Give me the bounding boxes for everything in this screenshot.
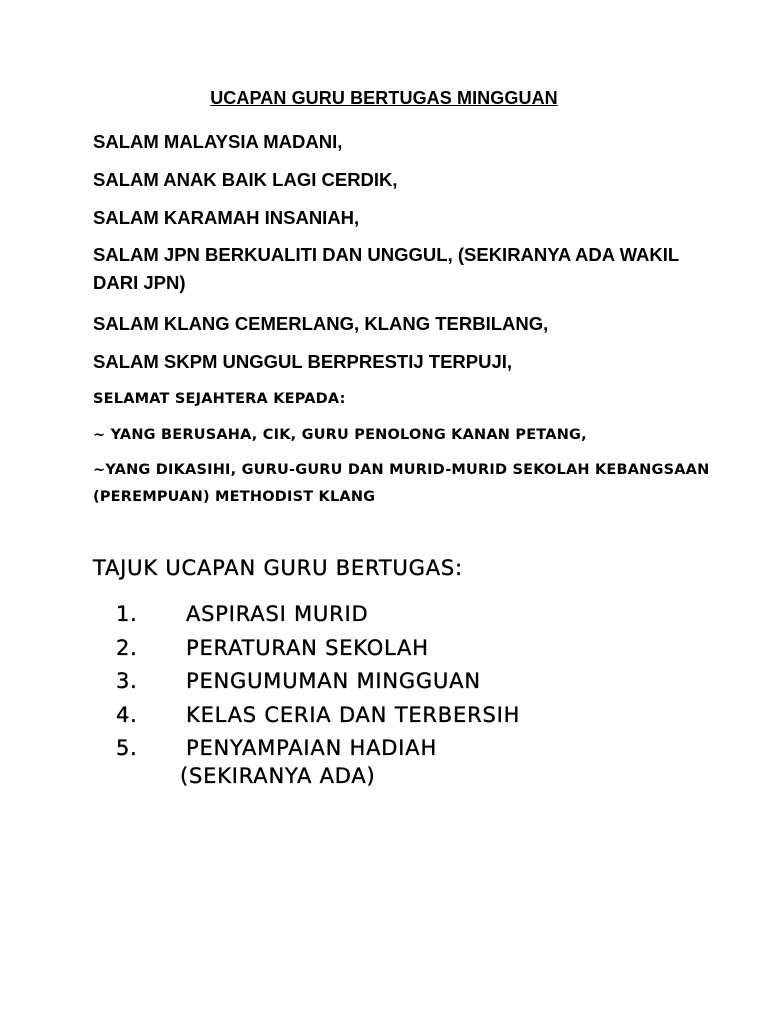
list-item-label: PENGUMUMAN MINGGUAN [186,669,481,693]
list-item [116,699,520,733]
salutation-line: SALAM ANAK BAIK LAGI CERDIK, [93,169,398,190]
list-item-label: ASPIRASI MURID [186,602,369,626]
salutation-line: SALAM JPN BERKUALITI DAN UNGGUL, (SEKIRANYA ADA WAKIL DARI JPN) [93,244,679,293]
greeting-recipient: ~ YANG BERUSAHA, CIK, GURU PENOLONG KANAN PETANG, [93,427,587,443]
greeting-recipient: ~YANG DIKASIHI, GURU-GURU DAN MURID-MURID SEKOLAH KEBANGSAAN (PEREMPUAN) METHODIST KLANG [93,462,710,505]
list-item [116,632,520,666]
list-item-number: 1. [116,602,138,626]
salutation-line: SALAM KARAMAH INSANIAH, [93,207,360,228]
list-item-label: PERATURAN SEKOLAH [186,635,429,660]
salutation-line: SALAM MALAYSIA MADANI, [93,131,343,152]
salutation-line: SALAM SKPM UNGGUL BERPRESTIJ TERPUJI, [93,351,513,372]
salutation-line: SALAM KLANG CEMERLANG, KLANG TERBILANG, [93,313,549,334]
topics-heading: TAJUK UCAPAN GURU BERTUGAS: [93,556,463,580]
document-title: UCAPAN GURU BERTUGAS MINGGUAN [210,88,558,108]
list-item-number: 2. [116,635,138,660]
topics-list [116,598,520,766]
list-item [116,598,520,632]
list-item [116,732,520,766]
list-item-number: 5. [116,736,138,760]
greeting-intro: SELAMAT SEJAHTERA KEPADA: [93,391,346,407]
list-item [116,665,520,699]
list-item-number: 4. [116,702,138,727]
topics-note: (SEKIRANYA ADA) [180,764,376,788]
list-item-number: 3. [116,669,138,693]
list-item-label: KELAS CERIA DAN TERBERSIH [186,702,521,727]
list-item-label: PENYAMPAIAN HADIAH [186,736,438,760]
